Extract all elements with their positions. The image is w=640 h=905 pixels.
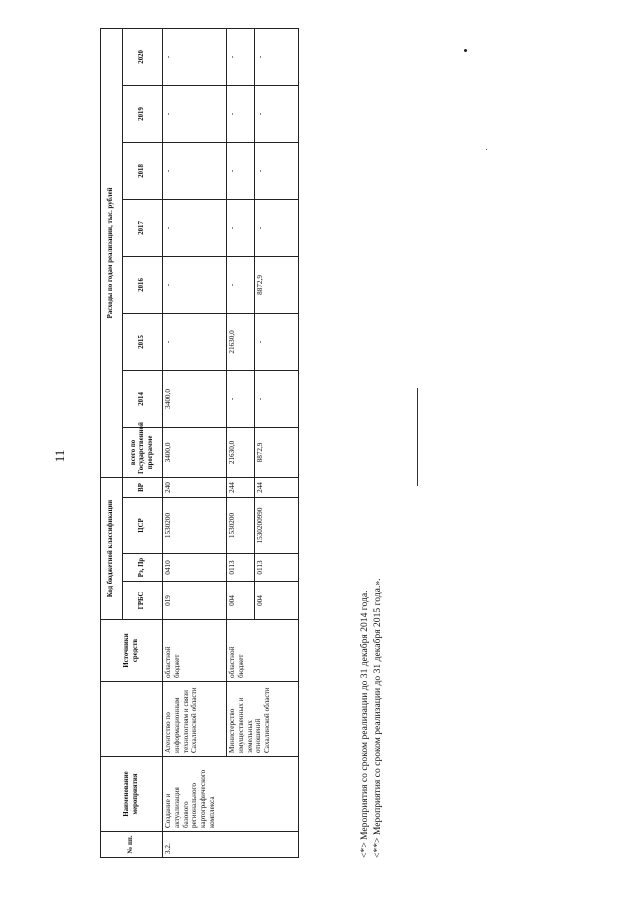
header-rz-pr: Рз, Пр — [123, 554, 163, 582]
row-total: 21630,0 — [227, 427, 255, 477]
row-grbs: 019 — [163, 582, 227, 620]
row-year-value: - — [255, 28, 299, 85]
header-year: 2017 — [123, 199, 163, 256]
header-num: № пп. — [101, 832, 163, 858]
table-row — [227, 28, 255, 857]
row-year-value: 8872,9 — [255, 256, 299, 313]
row-year-value: - — [227, 28, 255, 85]
row-csr: 1530200 — [163, 498, 227, 554]
row-year-value: - — [227, 142, 255, 199]
page-number: 11 — [52, 449, 67, 463]
row-year-value: - — [255, 370, 299, 427]
row-year-value: - — [227, 256, 255, 313]
header-year: 2016 — [123, 256, 163, 313]
row-year-value: - — [227, 370, 255, 427]
row-grbs: 004 — [255, 582, 299, 620]
footnote: <**> Мероприятия со сроком реализации до 31 декабря 2015 года.». — [372, 578, 384, 858]
row-source: областной бюджет — [227, 620, 299, 682]
row-year-value: - — [163, 199, 227, 256]
row-executor: Министерство имущественных и земельных отношений Сахалинской области — [227, 682, 299, 757]
separator-line — [417, 388, 418, 486]
row-executor: Агентство по информационным технологиям и связи Сахалинской области — [163, 682, 227, 757]
row-num: 3.2. — [163, 832, 299, 858]
row-csr: 1530200 — [227, 498, 255, 554]
header-vr: ВР — [123, 477, 163, 497]
row-measure-name: Создание и актуализация базового регионального картографического комплекса — [163, 757, 299, 832]
speck-mark — [486, 149, 487, 150]
header-year: 2015 — [123, 313, 163, 370]
row-year-value: - — [163, 28, 227, 85]
row-vr: 240 — [163, 477, 227, 497]
row-year-value: - — [227, 85, 255, 142]
row-year-value: - — [163, 85, 227, 142]
rotated-content — [100, 28, 384, 858]
row-year-value: - — [255, 85, 299, 142]
row-grbs: 004 — [227, 582, 255, 620]
row-total: 3400,0 — [163, 427, 227, 477]
header-year: 2014 — [123, 370, 163, 427]
header-csr: ЦСР — [123, 498, 163, 554]
row-csr: 1530200990 — [255, 498, 299, 554]
header-year: 2018 — [123, 142, 163, 199]
header-budget-code: Код бюджетной классификации — [101, 477, 123, 619]
row-year-value: - — [255, 199, 299, 256]
row-year-value: - — [227, 199, 255, 256]
row-rz-pr: 0113 — [227, 554, 255, 582]
footnotes — [358, 28, 385, 858]
header-year: 2019 — [123, 85, 163, 142]
table-row — [163, 28, 227, 857]
row-year-value: - — [255, 142, 299, 199]
header-costs: Расходы по годам реализации, тыс. рублей — [101, 28, 123, 477]
row-total: 8872,9 — [255, 427, 299, 477]
header-executor — [101, 682, 163, 757]
header-source: Источники средств — [101, 620, 163, 682]
header-total: всего по Государственной программе — [123, 427, 163, 477]
row-year-value: - — [163, 256, 227, 313]
row-year-value: 3400,0 — [163, 370, 227, 427]
header-grbs: ГРБС — [123, 582, 163, 620]
row-vr: 244 — [227, 477, 255, 497]
row-year-value: - — [163, 313, 227, 370]
header-row-1 — [101, 28, 123, 857]
row-rz-pr: 0410 — [163, 554, 227, 582]
header-name: Наименование мероприятия — [101, 757, 163, 832]
row-vr: 244 — [255, 477, 299, 497]
header-year: 2020 — [123, 28, 163, 85]
budget-table — [100, 28, 299, 858]
speck-mark — [464, 49, 467, 52]
row-year-value: - — [163, 142, 227, 199]
row-source: областной бюджет — [163, 620, 227, 682]
row-year-value: - — [255, 313, 299, 370]
footnote: <*> Мероприятия со сроком реализации до 31 декабря 2014 года. — [359, 590, 370, 858]
row-year-value: 21630,0 — [227, 313, 255, 370]
row-rz-pr: 0113 — [255, 554, 299, 582]
